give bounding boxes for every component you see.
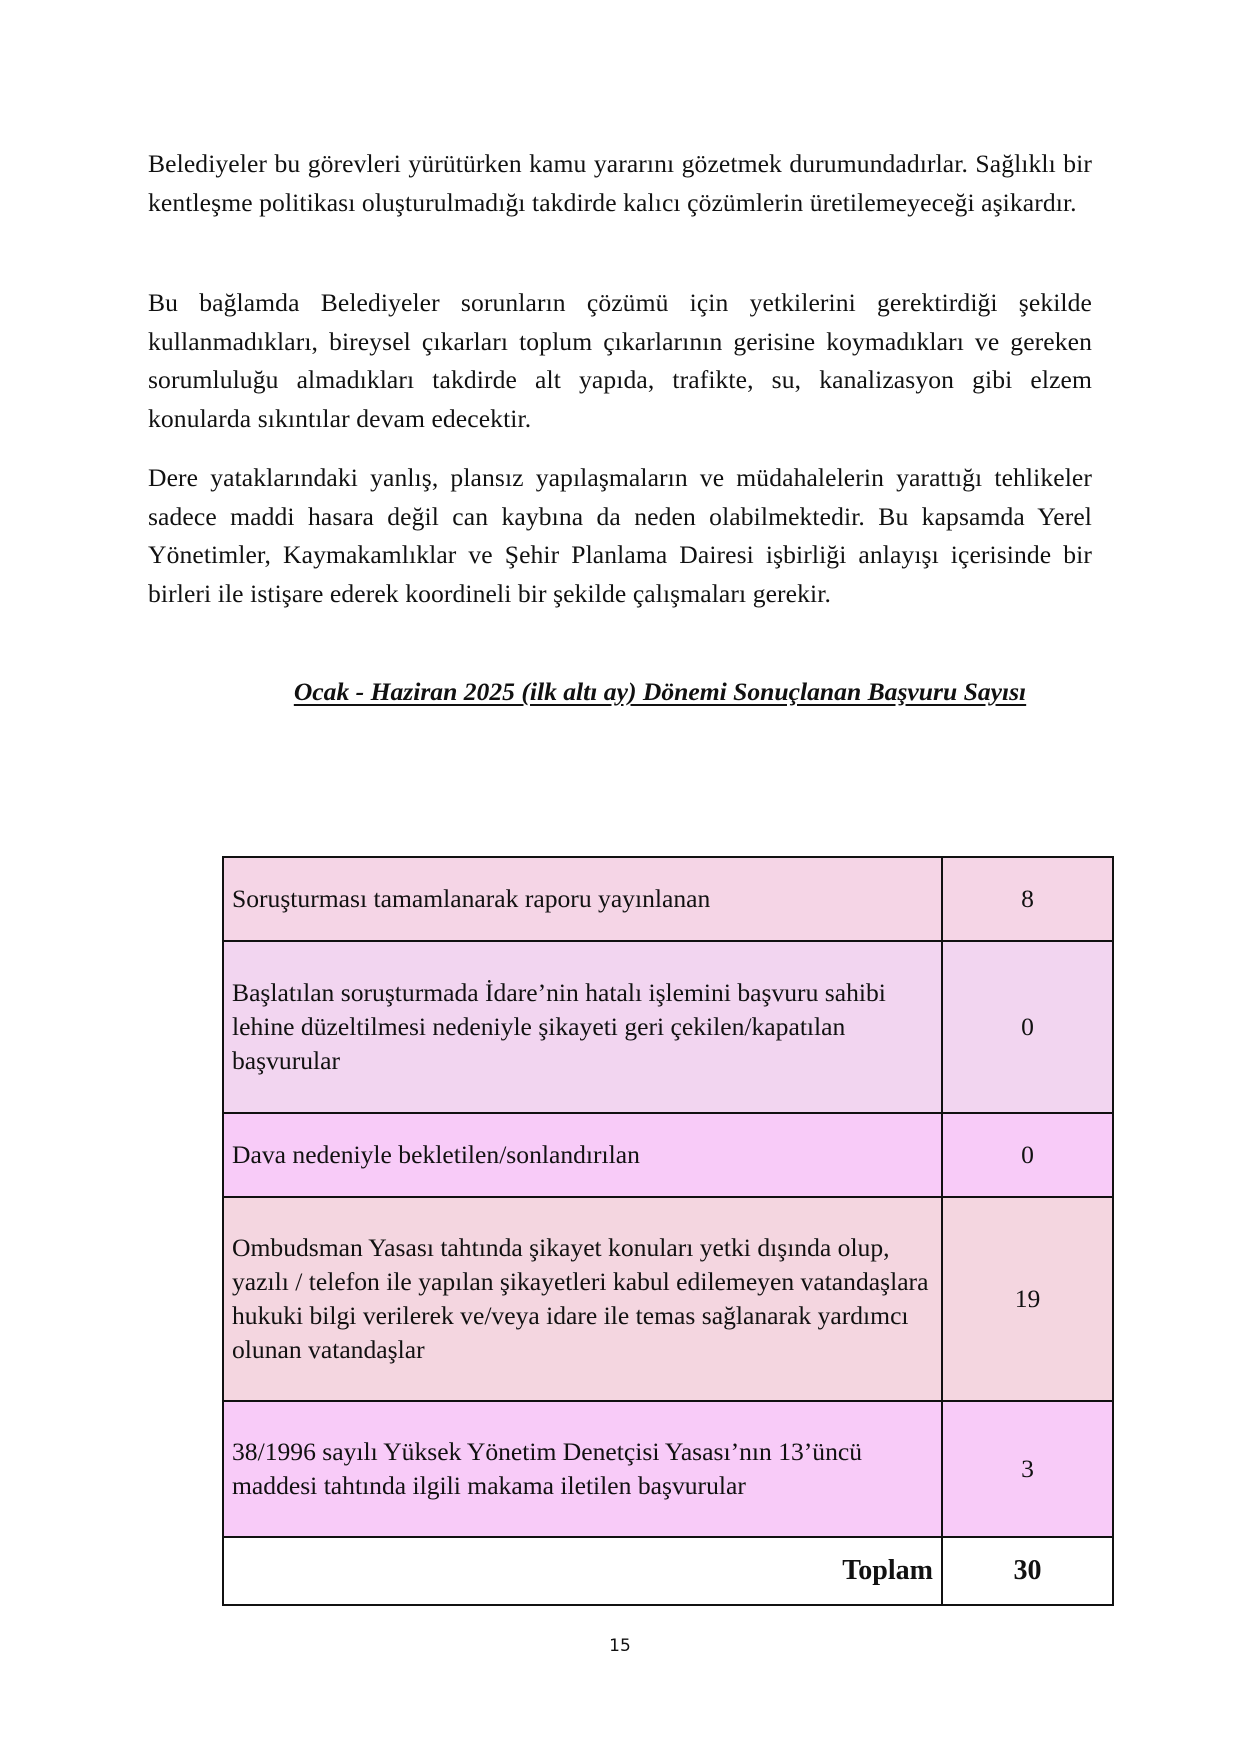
- row-value: 0: [942, 941, 1113, 1113]
- table-row: [223, 1401, 1113, 1537]
- row-label: Ombudsman Yasası tahtında şikayet konuları yetki dışında olup, yazılı / telefon ile yapılan şikayetleri kabul edilemeyen vatandaşlara hukuki bilgi verilerek ve/veya idare ile temas sağlanarak yardımcı olunan vatandaşlar: [223, 1197, 942, 1401]
- row-label: Dava nedeniyle bekletilen/sonlandırılan: [223, 1113, 942, 1197]
- row-value: 19: [942, 1197, 1113, 1401]
- table-row: [223, 941, 1113, 1113]
- row-label: 38/1996 sayılı Yüksek Yönetim Denetçisi Yasası’nın 13’üncü maddesi tahtında ilgili makama iletilen başvurular: [223, 1401, 942, 1537]
- results-table: [222, 856, 1114, 1606]
- table-total-row: [223, 1537, 1113, 1605]
- row-label: Soruşturması tamamlanarak raporu yayınlanan: [223, 857, 942, 941]
- paragraph-municipal-responsibility: Bu bağlamda Belediyeler sorunların çözümü için yetkilerini gerektirdiği şekilde kullanmadıkları, bireysel çıkarları toplum çıkarlarının gerisine koymadıkları ve gereken sorumluluğu almadıkları takdirde alt yapıda, trafikte, su, kanalizasyon gibi elzem konularda sıkıntılar devam edecektir.: [148, 288, 1092, 433]
- row-value: 3: [942, 1401, 1113, 1537]
- page-number: 15: [609, 1636, 631, 1656]
- table-row: [223, 1197, 1113, 1401]
- table-title: Ocak - Haziran 2025 (ilk altı ay) Dönemi Sonuçlanan Başvuru Sayısı: [293, 677, 1027, 706]
- paragraph-riverbed-construction: Dere yataklarındaki yanlış, plansız yapılaşmaların ve müdahalelerin yarattığı tehlikeler sadece maddi hasara değil can kaybına da neden olabilmektedir. Bu kapsamda Yerel Yönetimler, Kaymakamlıklar ve Şehir Planlama Dairesi işbirliği anlayışı içerisinde bir birleri ile istişare ederek koordineli bir şekilde çalışmaları gerekir.: [148, 463, 1092, 608]
- total-label: Toplam: [223, 1537, 942, 1605]
- paragraph-municipal-duties: Belediyeler bu görevleri yürütürken kamu yararını gözetmek durumundadırlar. Sağlıklı bir kentleşme politikası oluşturulmadığı takdirde kalıcı çözümlerin üretilemeyeceği aşikardır.: [148, 149, 1092, 217]
- row-label: Başlatılan soruşturmada İdare’nin hatalı işlemini başvuru sahibi lehine düzeltilmesi nedeniyle şikayeti geri çekilen/kapatılan başvurular: [223, 941, 942, 1113]
- row-value: 8: [942, 857, 1113, 941]
- total-value: 30: [942, 1537, 1113, 1605]
- table-row: [223, 1113, 1113, 1197]
- table-row: [223, 857, 1113, 941]
- row-value: 0: [942, 1113, 1113, 1197]
